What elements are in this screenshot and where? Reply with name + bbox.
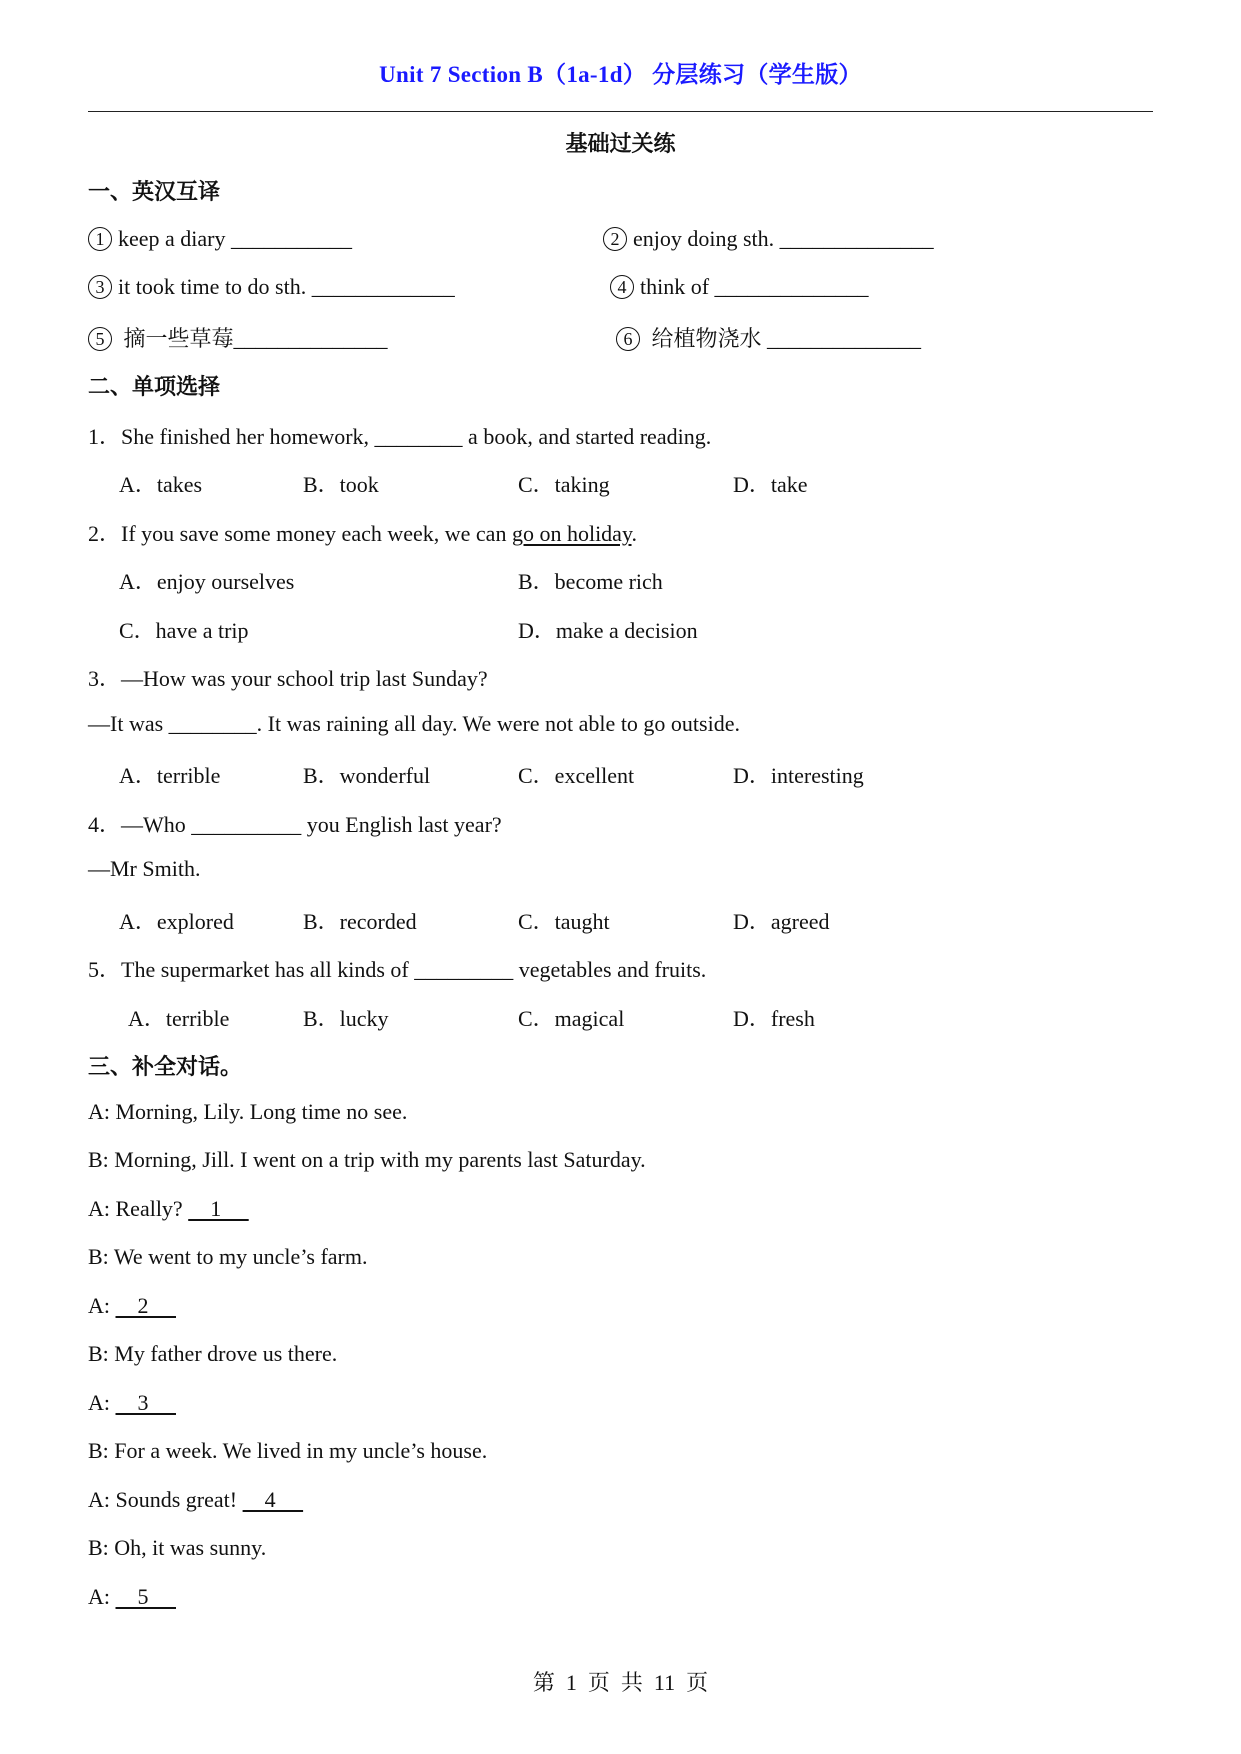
question-4-stem-reply: —Mr Smith. [88,856,201,881]
q1-option-d: D．take [733,472,808,497]
part1-heading: 一、英汉互译 [88,179,221,204]
dialogue-line: B: We went to my uncle’s farm. [88,1244,368,1269]
dialogue-line: B: Oh, it was sunny. [88,1535,267,1560]
q1-option-b: B．took [303,472,379,497]
q5-option-d: D．fresh [733,1006,815,1031]
page-footer: 第 1 页 共 11 页 [532,1670,709,1695]
question-5-stem: 5．The supermarket has all kinds of _________ vegetables and fruits. [88,957,707,982]
dialogue-blank-2: 2 [115,1293,176,1318]
dialogue-line: A: 5 [88,1584,176,1609]
dialogue-line: A: 3 [88,1390,176,1415]
item-number-badge: 6 [616,327,640,351]
question-1-stem: 1．She finished her homework, ________ a book, and started reading. [88,424,712,449]
item-text: keep a diary ___________ [118,226,352,251]
dialogue-line: A: 2 [88,1293,176,1318]
document-header-title: Unit 7 Section B（1a-1d） 分层练习（学生版） [379,62,862,87]
q3-option-b: B．wonderful [303,763,431,788]
q2-option-d: D．make a decision [518,618,698,643]
translate-item-4 [610,274,869,300]
q3-option-a: A．terrible [119,763,221,788]
q4-option-b: B．recorded [303,909,417,934]
q5-option-c: C．magical [518,1006,625,1031]
question-2-stem [88,517,637,548]
q5-option-b: B．lucky [303,1006,389,1031]
question-3-stem-reply: —It was ________. It was raining all day. We were not able to go outside. [88,711,740,736]
q3-option-c: C．excellent [518,763,635,788]
header-divider [88,111,1153,112]
dialogue-line: A: Sounds great! 4 [88,1487,304,1512]
translate-item-1 [88,226,352,252]
item-number-badge: 5 [88,327,112,351]
q3-option-d: D．interesting [733,763,864,788]
item-text: think of ______________ [640,274,869,299]
item-text: it took time to do sth. _____________ [118,274,455,299]
translate-item-3 [88,274,455,300]
q4-option-c: C．taught [518,909,610,934]
dialogue-line: B: Morning, Jill. I went on a trip with my parents last Saturday. [88,1147,646,1172]
translate-item-6 [616,322,921,353]
item-number-badge: 3 [88,275,112,299]
dialogue-blank-3: 3 [115,1390,176,1415]
q2-underlined-phrase: go on holiday [511,521,632,546]
dialogue-line: A: Morning, Lily. Long time no see. [88,1099,408,1124]
item-number-badge: 1 [88,227,112,251]
question-3-stem: 3．—How was your school trip last Sunday? [88,666,488,691]
translate-item-5 [88,322,388,353]
q2-option-a: A．enjoy ourselves [119,569,295,594]
q2-stem-text: 2．If you save some money each week, we can [88,521,512,546]
part2-heading: 二、单项选择 [88,374,221,399]
q5-option-a: A．terrible [128,1006,230,1031]
part3-heading: 三、补全对话。 [88,1054,243,1079]
dialogue-blank-5: 5 [115,1584,176,1609]
q2-stem-end: . [631,521,638,546]
q2-option-c: C．have a trip [119,618,249,643]
item-number-badge: 4 [610,275,634,299]
dialogue-line: B: For a week. We lived in my uncle’s house. [88,1438,488,1463]
item-number-badge: 2 [603,227,627,251]
section-title: 基础过关练 [565,131,676,156]
item-text: 摘一些草莓______________ [118,326,388,351]
dialogue-line: A: Really? 1 [88,1196,249,1221]
dialogue-blank-4: 4 [242,1487,304,1512]
translate-item-2 [603,226,934,252]
q4-option-a: A．explored [119,909,234,934]
q1-option-a: A．takes [119,472,203,497]
dialogue-blank-1: 1 [188,1196,249,1221]
q1-option-c: C．taking [518,472,610,497]
item-text: enjoy doing sth. ______________ [633,226,934,251]
dialogue-line: B: My father drove us there. [88,1341,338,1366]
q2-option-b: B．become rich [518,569,663,594]
question-4-stem: 4．—Who __________ you English last year? [88,812,502,837]
q4-option-d: D．agreed [733,909,830,934]
item-text: 给植物浇水 ______________ [646,326,922,351]
